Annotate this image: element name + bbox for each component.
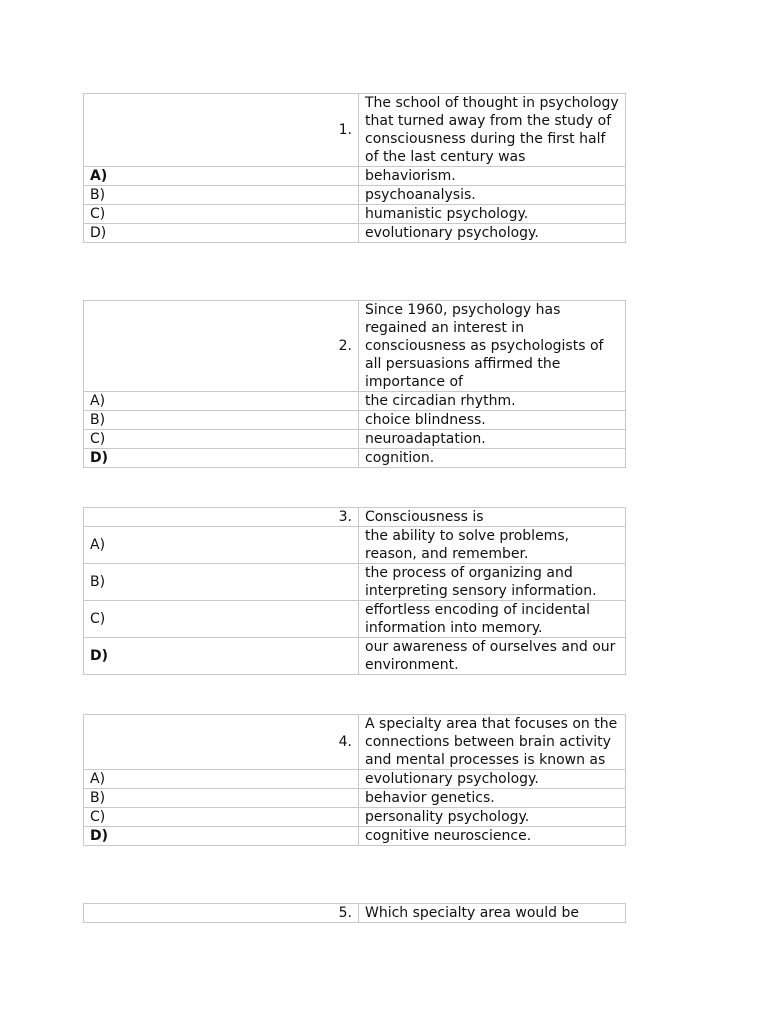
option-text: personality psychology.: [359, 808, 626, 827]
question-stem-row: [84, 94, 626, 167]
question-text: Which specialty area would be: [359, 904, 626, 923]
answer-option-b: [84, 411, 626, 430]
question-text: Consciousness is: [359, 508, 626, 527]
answer-option-d: [84, 224, 626, 243]
option-text: psychoanalysis.: [359, 186, 626, 205]
question-stem-row: [84, 508, 626, 527]
option-label: C): [84, 430, 359, 449]
question-1: [83, 93, 626, 243]
option-text: behaviorism.: [359, 167, 626, 186]
answer-option-d: [84, 449, 626, 468]
question-4: [83, 714, 626, 846]
option-label: B): [84, 186, 359, 205]
question-number: 1.: [84, 94, 359, 167]
question-number: 5.: [84, 904, 359, 923]
answer-option-b: [84, 789, 626, 808]
question-3: [83, 507, 626, 675]
question-2: [83, 300, 626, 468]
question-stem-row: [84, 715, 626, 770]
option-label: D): [84, 638, 359, 675]
option-label: B): [84, 564, 359, 601]
option-label: B): [84, 411, 359, 430]
option-text: our awareness of ourselves and our environment.: [359, 638, 626, 675]
option-label: C): [84, 205, 359, 224]
option-text: evolutionary psychology.: [359, 770, 626, 789]
question-stem-row: [84, 904, 626, 923]
option-label: A): [84, 167, 359, 186]
question-stem-row: [84, 301, 626, 392]
option-label: D): [84, 827, 359, 846]
answer-option-a: [84, 392, 626, 411]
question-text: The school of thought in psychology that turned away from the study of consciousness during the first half of the last century was: [359, 94, 626, 167]
answer-option-d: [84, 638, 626, 675]
answer-option-b: [84, 564, 626, 601]
answer-option-c: [84, 601, 626, 638]
question-text: Since 1960, psychology has regained an interest in consciousness as psychologists of all persuasions affirmed the importance of: [359, 301, 626, 392]
question-5: [83, 903, 626, 923]
option-label: C): [84, 601, 359, 638]
option-text: cognition.: [359, 449, 626, 468]
question-number: 2.: [84, 301, 359, 392]
option-label: A): [84, 392, 359, 411]
option-text: cognitive neuroscience.: [359, 827, 626, 846]
answer-option-d: [84, 827, 626, 846]
question-number: 4.: [84, 715, 359, 770]
option-label: B): [84, 789, 359, 808]
option-text: the ability to solve problems, reason, and remember.: [359, 527, 626, 564]
option-text: the process of organizing and interpreting sensory information.: [359, 564, 626, 601]
option-label: D): [84, 449, 359, 468]
question-text: A specialty area that focuses on the connections between brain activity and mental processes is known as: [359, 715, 626, 770]
option-text: effortless encoding of incidental information into memory.: [359, 601, 626, 638]
option-label: A): [84, 527, 359, 564]
option-label: A): [84, 770, 359, 789]
option-text: behavior genetics.: [359, 789, 626, 808]
answer-option-a: [84, 770, 626, 789]
answer-option-a: [84, 167, 626, 186]
option-text: humanistic psychology.: [359, 205, 626, 224]
option-text: neuroadaptation.: [359, 430, 626, 449]
option-text: the circadian rhythm.: [359, 392, 626, 411]
answer-option-a: [84, 527, 626, 564]
answer-option-c: [84, 808, 626, 827]
option-text: evolutionary psychology.: [359, 224, 626, 243]
option-text: choice blindness.: [359, 411, 626, 430]
option-label: C): [84, 808, 359, 827]
question-number: 3.: [84, 508, 359, 527]
answer-option-b: [84, 186, 626, 205]
answer-option-c: [84, 205, 626, 224]
answer-option-c: [84, 430, 626, 449]
option-label: D): [84, 224, 359, 243]
